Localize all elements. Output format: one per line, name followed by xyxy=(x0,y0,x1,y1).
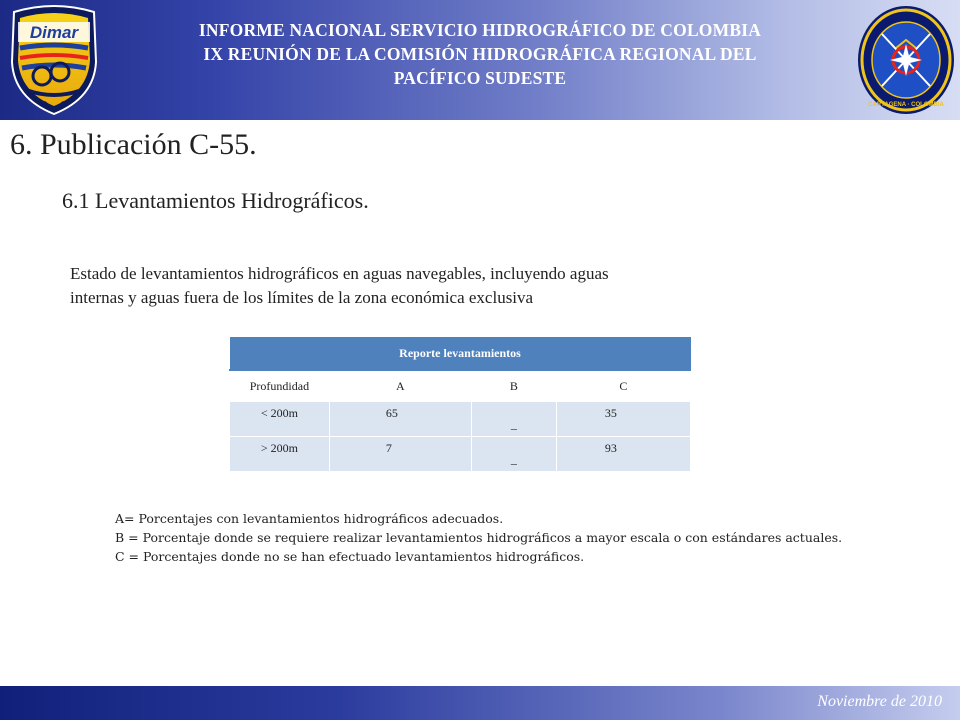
intro-line1: Estado de levantamientos hidrográficos en aguas navegables, incluyendo aguas xyxy=(70,264,609,283)
cell-profundidad: > 200m xyxy=(230,437,330,472)
note-a: A= Porcentajes con levantamientos hidrográficos adecuados. xyxy=(115,511,504,526)
header-title-line2: IX REUNIÓN DE LA COMISIÓN HIDROGRÁFICA REGIONAL DEL xyxy=(203,44,757,64)
table-caption: Reporte levantamientos xyxy=(230,337,691,370)
dimar-logo xyxy=(4,2,104,118)
table-header-row xyxy=(230,370,691,402)
cell-a: 65 xyxy=(329,402,471,437)
table-caption-row xyxy=(230,337,691,370)
cell-b: _ xyxy=(471,402,556,437)
column-header-a: A xyxy=(329,370,471,402)
cell-a: 7 xyxy=(329,437,471,472)
subsection-title: 6.1 Levantamientos Hidrográficos. xyxy=(62,188,369,213)
cioh-seal-logo xyxy=(856,4,956,116)
report-table xyxy=(229,337,691,471)
table-row xyxy=(230,402,691,437)
dimar-logo-text: Dimar xyxy=(29,23,79,42)
cell-c: 93 xyxy=(556,437,690,472)
footer-banner xyxy=(0,686,960,720)
section-title: 6. Publicación C-55. xyxy=(10,128,257,161)
legend-notes xyxy=(115,509,842,566)
column-header-c: C xyxy=(556,370,690,402)
header-banner xyxy=(0,0,960,120)
header-title-line1: INFORME NACIONAL SERVICIO HIDROGRÁFICO DE COLOMBIA xyxy=(198,20,762,40)
intro-line2: internas y aguas fuera de los límites de la zona económica exclusiva xyxy=(70,288,534,307)
cell-profundidad: < 200m xyxy=(230,402,330,437)
header-title xyxy=(110,18,850,90)
footer-date: Noviembre de 2010 xyxy=(817,693,942,710)
column-header-b: B xyxy=(471,370,556,402)
column-header-profundidad: Profundidad xyxy=(230,370,330,402)
note-b: B = Porcentaje donde se requiere realizar levantamientos hidrográficos a mayor escala o con estándares actuales. xyxy=(115,530,843,545)
header-title-line3: PACÍFICO SUDESTE xyxy=(393,68,567,88)
cell-c: 35 xyxy=(556,402,690,437)
table-row xyxy=(230,437,691,472)
note-c: C = Porcentajes donde no se han efectuado levantamientos hidrográficos. xyxy=(115,549,585,564)
cioh-seal-text: CARTAGENA · COLOMBIA xyxy=(868,102,944,108)
cell-b: _ xyxy=(471,437,556,472)
intro-paragraph xyxy=(70,262,870,310)
